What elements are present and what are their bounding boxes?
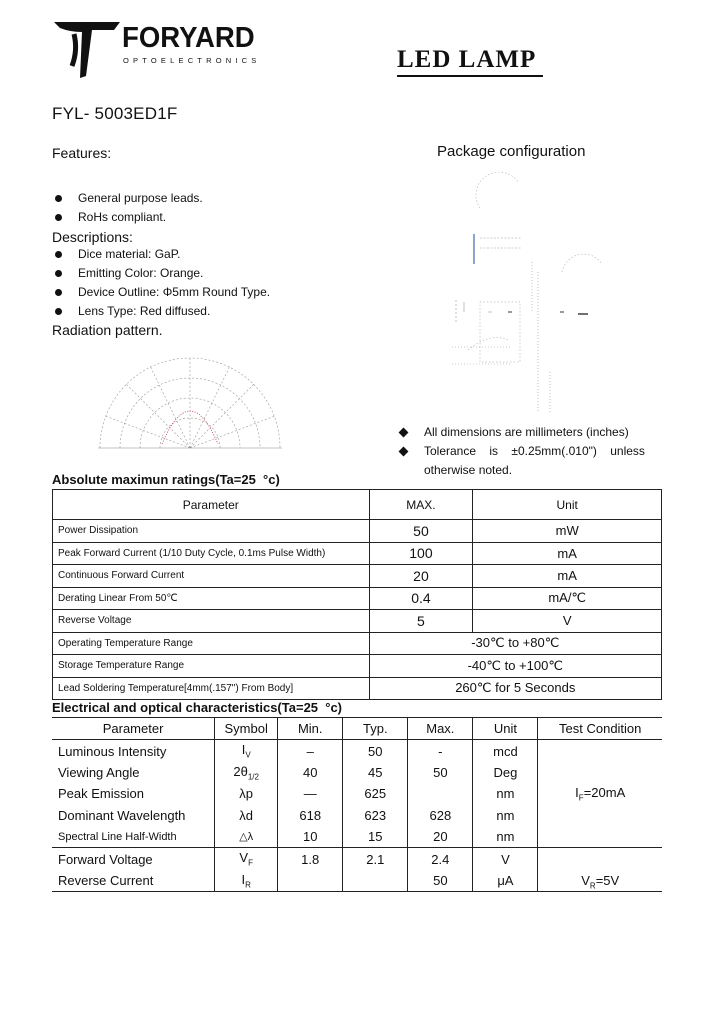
- foryard-logo-icon: [52, 20, 122, 80]
- part-number: FYL- 5003ED1F: [52, 104, 178, 123]
- diamond-bullet-icon: [399, 428, 409, 438]
- symbol-viewing-angle: $2\theta_{1/2}$: [215, 762, 278, 783]
- title-underline: [397, 75, 543, 77]
- symbol-vf: $V_F$: [215, 848, 278, 870]
- table-row: Luminous Intensity $I_V$ – 50 - mcd $I_F=20mA$: [52, 740, 662, 762]
- table-row: Spectral Line Half-Width △λ 10 15 20 nm: [52, 826, 662, 848]
- bullet-icon: [55, 308, 62, 315]
- table-row: Peak Forward Current (1/10 Duty Cycle, 0.1ms Pulse Width) 100 mA: [53, 542, 662, 565]
- table-header-row: [53, 490, 662, 520]
- column-header: Parameter: [53, 490, 370, 520]
- column-header: Unit: [473, 490, 662, 520]
- abs-max-heading: Absolute maximun ratings(Ta=25 °c): [52, 472, 280, 487]
- column-header: Typ.: [343, 718, 408, 740]
- features-heading: Features:: [52, 145, 112, 161]
- feature-item: General purpose leads.: [78, 189, 203, 208]
- table-header-row: [52, 718, 662, 740]
- table-row: Storage Temperature Range -40℃ to +100℃: [53, 655, 662, 678]
- test-condition-vr: $V_R=5V$: [538, 848, 662, 892]
- bullet-icon: [55, 289, 62, 296]
- table-row: Power Dissipation 50 mW: [53, 520, 662, 543]
- diamond-bullet-icon: [399, 447, 409, 457]
- table-row: Continuous Forward Current 20 mA: [53, 565, 662, 588]
- electrical-table: [52, 717, 662, 892]
- column-header: MAX.: [369, 490, 473, 520]
- bullet-icon: [55, 251, 62, 258]
- symbol-iv: V: [245, 750, 251, 760]
- bullet-icon: [55, 214, 62, 221]
- table-row: Forward Voltage $V_F$ 1.8 2.1 2.4 V $V_R=5V$: [52, 848, 662, 870]
- column-header: Test Condition: [538, 718, 662, 740]
- column-header: Min.: [278, 718, 343, 740]
- document-title: LED LAMP: [397, 46, 537, 73]
- brand-name: FORYARD: [122, 22, 255, 54]
- column-header: Unit: [473, 718, 538, 740]
- description-item: Dice material: GaP.: [78, 245, 270, 264]
- descriptions-heading: Descriptions:: [52, 229, 133, 245]
- symbol-ir: $I_R$: [215, 870, 278, 892]
- table-row: Dominant Wavelength λd 618 623 628 nm: [52, 805, 662, 826]
- package-note: Tolerance is ±0.25mm(.010") unless: [398, 442, 656, 461]
- table-row: Reverse Current $I_R$ 50 μA: [52, 870, 662, 892]
- column-header: Max.: [408, 718, 473, 740]
- brand-subtitle: OPTOELECTRONICS: [123, 56, 261, 65]
- table-row: Peak Emission λp — 625 nm: [52, 783, 662, 804]
- features-list: [78, 189, 203, 227]
- electrical-heading: Electrical and optical characteristics(Ta=25 °c): [52, 700, 343, 715]
- bullet-icon: [55, 270, 62, 277]
- package-note: All dimensions are millimeters (inches): [398, 423, 656, 442]
- test-condition-if: $I_F=20mA$: [538, 740, 662, 848]
- table-row: Reverse Voltage 5 V: [53, 610, 662, 633]
- column-header: Parameter: [52, 718, 215, 740]
- table-row: Viewing Angle $2\theta_{1/2}$ 40 45 50 Deg: [52, 762, 662, 783]
- column-header: Symbol: [215, 718, 278, 740]
- descriptions-list: [78, 245, 270, 321]
- package-notes: [398, 423, 656, 480]
- description-item: Device Outline: Φ5mm Round Type.: [78, 283, 270, 302]
- table-row: Operating Temperature Range -30℃ to +80℃: [53, 632, 662, 655]
- description-item: Lens Type: Red diffused.: [78, 302, 270, 321]
- package-drawing: [440, 172, 620, 422]
- abs-max-table: [52, 489, 662, 700]
- radiation-pattern-diagram: [90, 348, 290, 453]
- table-row: Derating Linear From 50℃ 0.4 mA/℃: [53, 587, 662, 610]
- table-row: Lead Soldering Temperature[4mm(.157") From Body] 260℃ for 5 Seconds: [53, 677, 662, 700]
- feature-item: RoHs compliant.: [78, 208, 203, 227]
- package-note: otherwise noted.: [424, 463, 513, 477]
- description-item: Emitting Color: Orange.: [78, 264, 270, 283]
- bullet-icon: [55, 195, 62, 202]
- radiation-heading: Radiation pattern.: [52, 322, 163, 338]
- package-heading: Package configuration: [437, 143, 586, 160]
